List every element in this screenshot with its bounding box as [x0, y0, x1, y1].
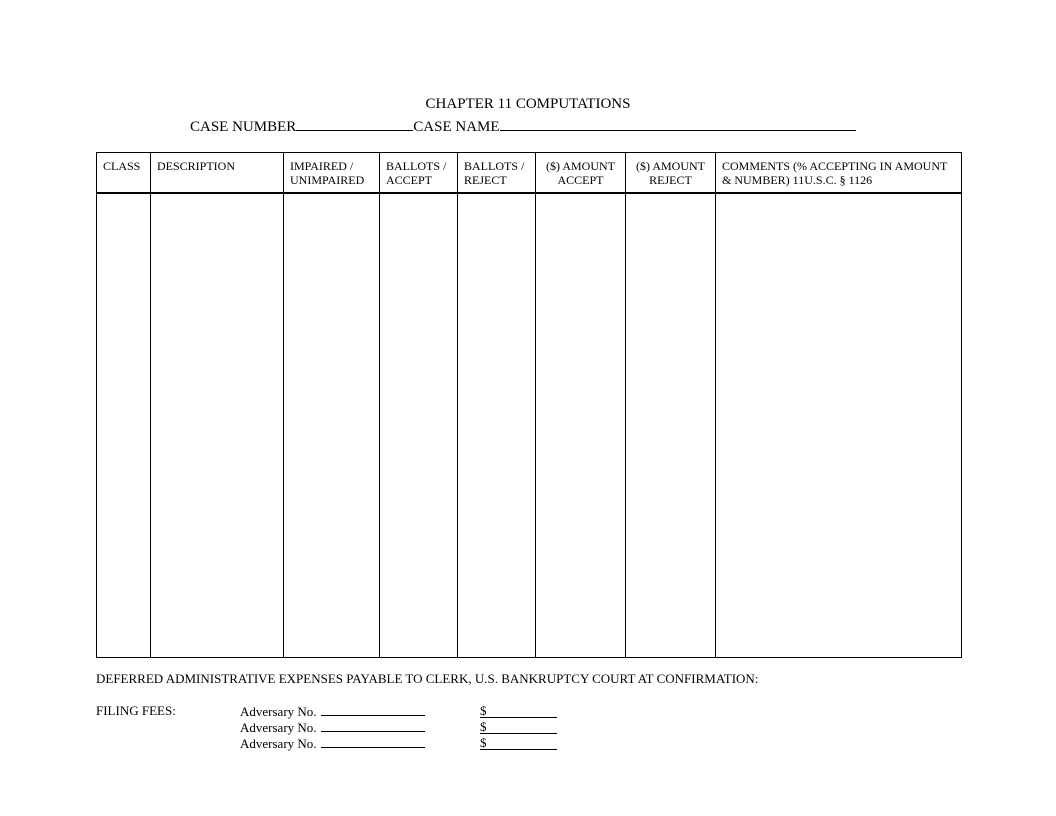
computation-table [96, 152, 962, 658]
case-info-line [190, 116, 856, 136]
column-header-line1: ($) AMOUNT [636, 159, 705, 173]
column-header-line1: COMMENTS (% ACCEPTING IN AMOUNT [722, 159, 948, 173]
cell-ballots-accept[interactable] [380, 193, 458, 658]
column-header-line2: ACCEPT [386, 173, 433, 187]
cell-ballots-reject[interactable] [458, 193, 536, 658]
case-name-field[interactable] [500, 116, 856, 131]
case-number-label: CASE NUMBER [190, 119, 297, 135]
deferred-expenses-text: DEFERRED ADMINISTRATIVE EXPENSES PAYABLE TO CLERK, U.S. BANKRUPTCY COURT AT CONFIRMATION: [96, 671, 759, 686]
column-header-line1: DESCRIPTION [157, 159, 236, 173]
cell-comments[interactable] [716, 193, 962, 658]
column-header-amount-accept [536, 153, 626, 193]
adversary-number-field[interactable] [321, 719, 425, 732]
column-header-line2: REJECT [464, 173, 507, 187]
adversary-amount-field[interactable]: $ [480, 719, 557, 734]
filing-fees-label: FILING FEES: [96, 703, 176, 718]
cell-class[interactable] [97, 193, 151, 658]
column-header-ballots-reject [458, 153, 536, 193]
adversary-label: Adversary No. [240, 720, 317, 735]
column-header-line2: ACCEPT [557, 173, 604, 187]
cell-impaired[interactable] [284, 193, 380, 658]
adversary-amount-field[interactable]: $ [480, 703, 557, 718]
column-header-amount-reject [626, 153, 716, 193]
cell-amount-accept[interactable] [536, 193, 626, 658]
column-header-line2: & NUMBER) 11U.S.C. § 1126 [722, 173, 873, 187]
table-body-row [97, 193, 962, 658]
column-header-line1: CLASS [103, 159, 141, 173]
adversary-row [240, 735, 425, 751]
column-header-impaired [284, 153, 380, 193]
column-header-class [97, 153, 151, 193]
column-header-line2: UNIMPAIRED [290, 173, 365, 187]
adversary-row [240, 703, 425, 719]
column-header-line1: BALLOTS / [464, 159, 525, 173]
case-name-label: CASE NAME [413, 119, 500, 135]
adversary-label: Adversary No. [240, 704, 317, 719]
column-header-line1: ($) AMOUNT [546, 159, 615, 173]
cell-description[interactable] [151, 193, 284, 658]
case-number-field[interactable] [296, 116, 413, 131]
form-title: CHAPTER 11 COMPUTATIONS [425, 96, 631, 112]
column-header-description [151, 153, 284, 193]
column-header-line2: REJECT [649, 173, 692, 187]
cell-amount-reject[interactable] [626, 193, 716, 658]
column-header-line1: BALLOTS / [386, 159, 447, 173]
adversary-number-field[interactable] [321, 703, 425, 716]
adversary-label: Adversary No. [240, 736, 317, 751]
adversary-row [240, 719, 425, 735]
column-header-comments [716, 153, 962, 193]
adversary-number-field[interactable] [321, 735, 425, 748]
column-header-line1: IMPAIRED / [290, 159, 354, 173]
table-header-row [97, 153, 962, 193]
column-header-ballots-accept [380, 153, 458, 193]
adversary-amount-field[interactable]: $ [480, 735, 557, 750]
